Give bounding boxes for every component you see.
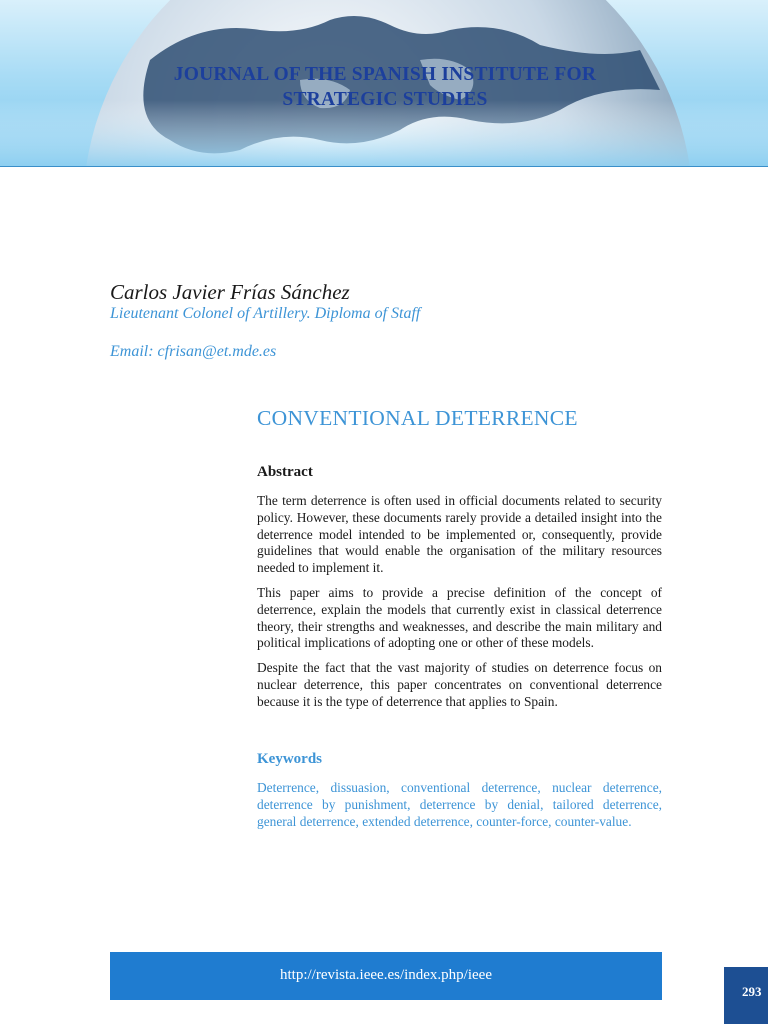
author-name: Carlos Javier Frías Sánchez — [110, 280, 350, 304]
keywords-list: Deterrence, dissuasion, conventional deterrence, nuclear deterrence, deterrence by punishment, deterrence by denial, tailored deterrence, general deterrence, extended deterrence, counter-force, counter-value. — [257, 780, 662, 829]
keywords-heading: Keywords — [257, 751, 322, 767]
page-number-box — [724, 967, 768, 1024]
journal-title-line2: STRATEGIC STUDIES — [282, 89, 488, 110]
footer-bar — [110, 952, 662, 1000]
abstract-paragraph: This paper aims to provide a precise definition of the concept of deterrence, explain the models that currently exist in classical deterrence theory, their strengths and weaknesses, and describe the main military and political implications of adopting one or other of these models. — [257, 584, 662, 651]
page-number: 293 — [742, 984, 762, 999]
abstract-paragraph: Despite the fact that the vast majority of studies on deterrence focus on nuclear deterrence, this paper concentrates on conventional deterrence because it is the type of deterrence that applies to Spain. — [257, 660, 662, 709]
journal-title — [100, 62, 670, 112]
journal-title-line1: JOURNAL OF THE SPANISH INSTITUTE FOR — [173, 64, 597, 85]
abstract-heading: Abstract — [257, 464, 313, 480]
abstract-body — [257, 493, 662, 719]
journal-url-link[interactable]: http://revista.ieee.es/index.php/ieee — [279, 967, 492, 983]
author-email[interactable]: Email: cfrisan@et.mde.es — [110, 343, 277, 360]
abstract-paragraph: The term deterrence is often used in official documents related to security policy. However, these documents rarely provide a detailed insight into the deterrence model intended to be implemented or, consequently, provide guidelines that would enable the organisation of the military resources needed to implement it. — [257, 493, 662, 576]
journal-banner — [0, 0, 768, 167]
article-title: CONVENTIONAL DETERRENCE — [257, 406, 578, 430]
author-role: Lieutenant Colonel of Artillery. Diploma of Staff — [110, 305, 421, 322]
